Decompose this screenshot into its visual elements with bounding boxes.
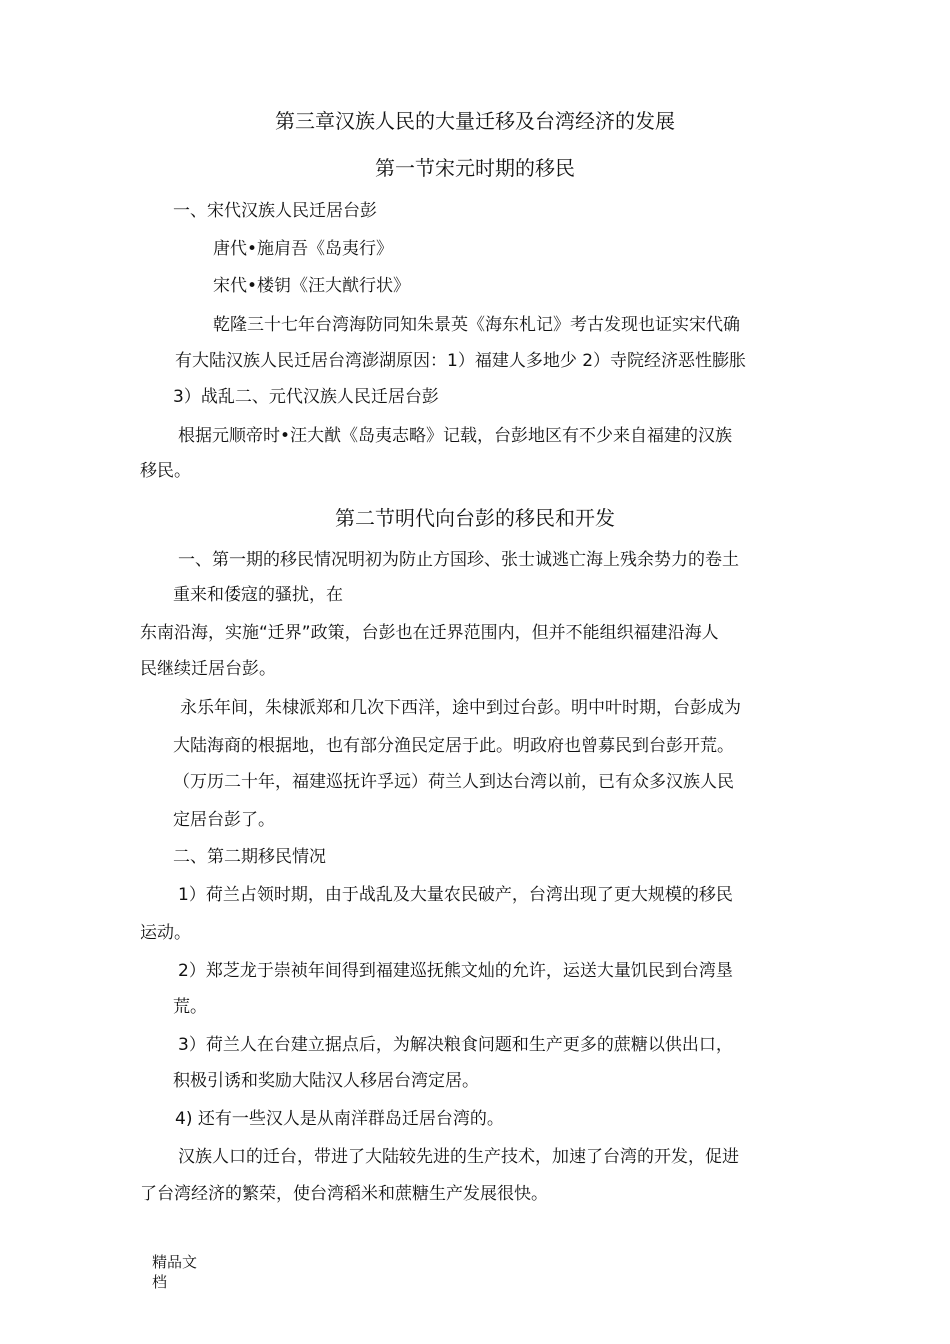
text-line: 永乐年间，朱棣派郑和几次下西洋，途中到过台彭。明中叶时期，台彭成为 — [180, 698, 741, 718]
text-line: 2）郑芝龙于崇祯年间得到福建巡抚熊文灿的允许，运送大量饥民到台湾垦 — [178, 961, 733, 981]
text-line: 唐代•施肩吾《岛夷行》 — [213, 239, 394, 259]
text-line: 荒。 — [173, 997, 207, 1017]
text-line: 移民。 — [140, 461, 191, 481]
text-line: 有大陆汉族人民迁居台湾澎湖原因：1）福建人多地少 2）寺院经济恶性膨胀 — [175, 351, 747, 371]
footer-line-2: 档 — [152, 1273, 168, 1291]
text-line: 了台湾经济的繁荣，使台湾稻米和蔗糖生产发展很快。 — [140, 1184, 548, 1204]
section2-heading: 第二节明代向台彭的移民和开发 — [335, 506, 615, 530]
text-line: 1）荷兰占领时期，由于战乱及大量农民破产，台湾出现了更大规模的移民 — [178, 885, 733, 905]
text-line: 重来和倭寇的骚扰，在 — [173, 585, 343, 605]
text-line: 一、宋代汉族人民迁居台彭 — [173, 201, 377, 221]
text-line: 3）战乱二、元代汉族人民迁居台彭 — [173, 387, 439, 407]
text-line: 运动。 — [140, 923, 191, 943]
text-line: 3）荷兰人在台建立据点后，为解决粮食问题和生产更多的蔗糖以供出口， — [178, 1035, 733, 1055]
text-line: 一、第一期的移民情况明初为防止方国珍、张士诚逃亡海上残余势力的卷土 — [178, 550, 739, 570]
text-line: 东南沿海，实施“迁界”政策，台彭也在迁界范围内，但并不能组织福建沿海人 — [140, 623, 719, 643]
text-line: 二、第二期移民情况 — [173, 847, 326, 867]
text-line: （万历二十年，福建巡抚许孚远）荷兰人到达台湾以前，已有众多汉族人民 — [173, 772, 734, 792]
text-line: 积极引诱和奖励大陆汉人移居台湾定居。 — [173, 1071, 479, 1091]
footer-watermark — [152, 1252, 197, 1292]
section1-heading: 第一节宋元时期的移民 — [375, 156, 575, 180]
text-line: 乾隆三十七年台湾海防同知朱景英《海东札记》考古发现也证实宋代确 — [213, 315, 740, 335]
text-line: 民继续迁居台彭。 — [140, 659, 276, 679]
footer-line-1: 精品文 — [152, 1253, 198, 1271]
text-line: 根据元顺帝时•汪大猷《岛夷志略》记载，台彭地区有不少来自福建的汉族 — [178, 426, 733, 446]
document-title: 第三章汉族人民的大量迁移及台湾经济的发展 — [275, 109, 675, 133]
text-line: 汉族人口的迁台，带进了大陆较先进的生产技术，加速了台湾的开发，促进 — [178, 1147, 739, 1167]
text-line: 宋代•楼钥《汪大猷行状》 — [213, 276, 411, 296]
text-line: 大陆海商的根据地，也有部分渔民定居于此。明政府也曾募民到台彭开荒。 — [173, 736, 734, 756]
text-line: 定居台彭了。 — [173, 810, 275, 830]
text-line: 4) 还有一些汉人是从南洋群岛迁居台湾的。 — [175, 1109, 504, 1129]
